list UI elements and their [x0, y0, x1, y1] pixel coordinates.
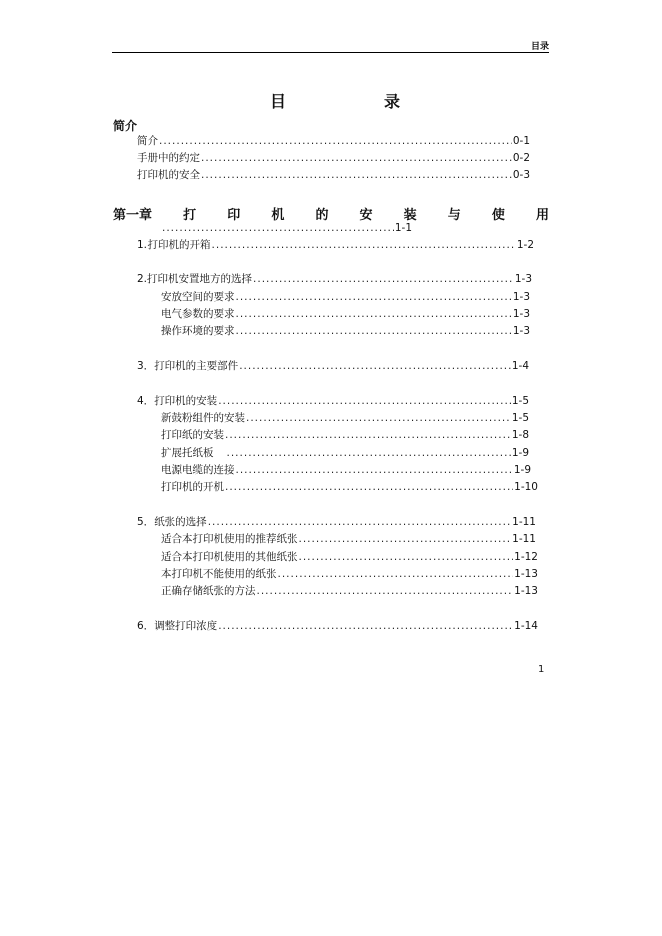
running-header: 目录	[530, 42, 549, 52]
toc-page: 1-8	[511, 429, 529, 441]
toc-entry[interactable]	[161, 464, 531, 477]
toc-page: 1-9	[511, 447, 529, 459]
dot-leader	[212, 239, 516, 252]
toc-section[interactable]	[137, 395, 529, 408]
toc-section[interactable]	[137, 360, 529, 373]
toc-entry[interactable]	[137, 152, 530, 165]
dot-leader	[225, 429, 511, 442]
toc-label: 打印机的安装	[154, 395, 218, 407]
chapter-title-char: 安	[359, 208, 373, 223]
chapter-heading[interactable]	[113, 204, 549, 223]
chapter-title-char: 装	[403, 208, 417, 223]
chapter-page-leader[interactable]	[161, 222, 412, 235]
toc-label: 手册中的约定	[137, 152, 200, 164]
chapter-title-char: 与	[447, 208, 461, 223]
toc-label: 打印机安置地方的选择	[147, 273, 253, 285]
toc-entry[interactable]	[161, 308, 530, 321]
toc-section[interactable]	[137, 516, 536, 529]
toc-label: 新鼓粉组件的安装	[161, 412, 245, 424]
title-char: 录	[383, 92, 400, 111]
dot-leader	[236, 464, 513, 477]
dot-leader	[299, 533, 512, 546]
chapter-title-char: 用	[535, 208, 549, 223]
toc-page: 1-14	[514, 620, 538, 632]
intro-heading: 简介	[113, 119, 138, 133]
toc-label: 正确存储纸张的方法	[161, 585, 256, 597]
section-number: 5．	[137, 516, 155, 528]
toc-label: 纸张的选择	[154, 516, 207, 528]
section-number: 6．	[137, 620, 155, 632]
dot-leader	[253, 273, 514, 286]
toc-entry[interactable]	[161, 447, 529, 460]
toc-page: 0-1	[512, 135, 530, 147]
toc-label: 打印纸的安装	[161, 429, 224, 441]
toc-entry[interactable]	[161, 291, 530, 304]
dot-leader	[227, 447, 511, 460]
dot-leader	[239, 360, 511, 373]
toc-page: 0-3	[512, 169, 530, 181]
chapter-title-char: 印	[227, 208, 241, 223]
dot-leader	[246, 412, 511, 425]
toc-entry[interactable]	[161, 533, 536, 546]
toc-label: 打印机的开机	[161, 481, 224, 493]
dot-leader	[236, 291, 512, 304]
toc-label: 打印机的安全	[137, 169, 200, 181]
toc-page: 1-10	[514, 481, 538, 493]
dot-leader	[257, 585, 514, 598]
toc-page: 1-4	[511, 360, 529, 372]
dot-leader	[201, 152, 512, 165]
toc-page: 1-3	[512, 308, 530, 320]
toc-page: 1-5	[511, 412, 529, 424]
toc-entry[interactable]	[161, 551, 538, 564]
toc-page: 1-13	[514, 568, 538, 580]
title-char: 目	[270, 92, 287, 111]
toc-page: 1-3	[512, 325, 530, 337]
chapter-title-char: 机	[271, 208, 285, 223]
header-rule	[112, 52, 549, 53]
dot-leader	[218, 395, 511, 408]
toc-section[interactable]	[137, 273, 532, 286]
toc-entry[interactable]	[161, 325, 530, 338]
dot-leader	[208, 516, 511, 529]
toc-label: 安放空间的要求	[161, 291, 235, 303]
section-number: 3．	[137, 360, 155, 372]
toc-label: 调整打印浓度	[154, 620, 218, 632]
dot-leader	[278, 568, 514, 581]
toc-entry[interactable]	[161, 481, 538, 494]
toc-page: 1-11	[512, 533, 536, 545]
toc-label: 操作环境的要求	[161, 325, 235, 337]
page-number: 1	[538, 664, 545, 675]
toc-entry[interactable]	[161, 585, 538, 598]
toc-label: 打印机的主要部件	[154, 360, 239, 372]
toc-page: 1-2	[516, 239, 534, 251]
toc-label: 简介	[137, 135, 158, 147]
toc-page: 1-1	[394, 222, 412, 234]
chapter-title-char: 的	[315, 208, 329, 223]
toc-section[interactable]	[137, 620, 538, 633]
section-number: 2.	[137, 273, 148, 285]
dot-leader	[299, 551, 514, 564]
toc-page: 1-9	[513, 464, 531, 476]
chapter-title-char: 打	[183, 208, 197, 223]
toc-label: 适合本打印机使用的推荐纸张	[161, 533, 298, 545]
section-number: 1.	[137, 239, 148, 251]
dot-leader	[236, 325, 512, 338]
toc-entry[interactable]	[161, 568, 538, 581]
toc-entry[interactable]	[161, 412, 529, 425]
toc-section[interactable]	[137, 239, 534, 252]
page-title	[270, 89, 400, 112]
chapter-title-char: 使	[491, 208, 505, 223]
toc-label: 适合本打印机使用的其他纸张	[161, 551, 298, 563]
toc-page: 0-2	[512, 152, 530, 164]
toc-entry[interactable]	[137, 135, 530, 148]
dot-leader	[218, 620, 513, 633]
section-number: 4．	[137, 395, 155, 407]
dot-leader	[225, 481, 513, 494]
toc-entry[interactable]	[161, 429, 529, 442]
toc-page: 1-11	[512, 516, 536, 528]
toc-label: 电气参数的要求	[161, 308, 235, 320]
toc-label: 本打印机不能使用的纸张	[161, 568, 277, 580]
toc-page: 1-3	[514, 273, 532, 285]
toc-label: 扩展托纸板	[161, 447, 214, 459]
toc-page: 1-5	[511, 395, 529, 407]
toc-entry[interactable]	[137, 169, 530, 182]
toc-label: 打印机的开箱	[147, 239, 211, 251]
toc-page: 1-13	[514, 585, 538, 597]
toc-page: 1-3	[512, 291, 530, 303]
dot-leader	[159, 135, 512, 148]
dot-leader	[201, 169, 512, 182]
dot-leader	[162, 222, 394, 235]
toc-label: 电源电缆的连接	[161, 464, 235, 476]
chapter-prefix: 第一章	[113, 208, 153, 223]
toc-page: 1-12	[514, 551, 538, 563]
dot-leader	[236, 308, 512, 321]
